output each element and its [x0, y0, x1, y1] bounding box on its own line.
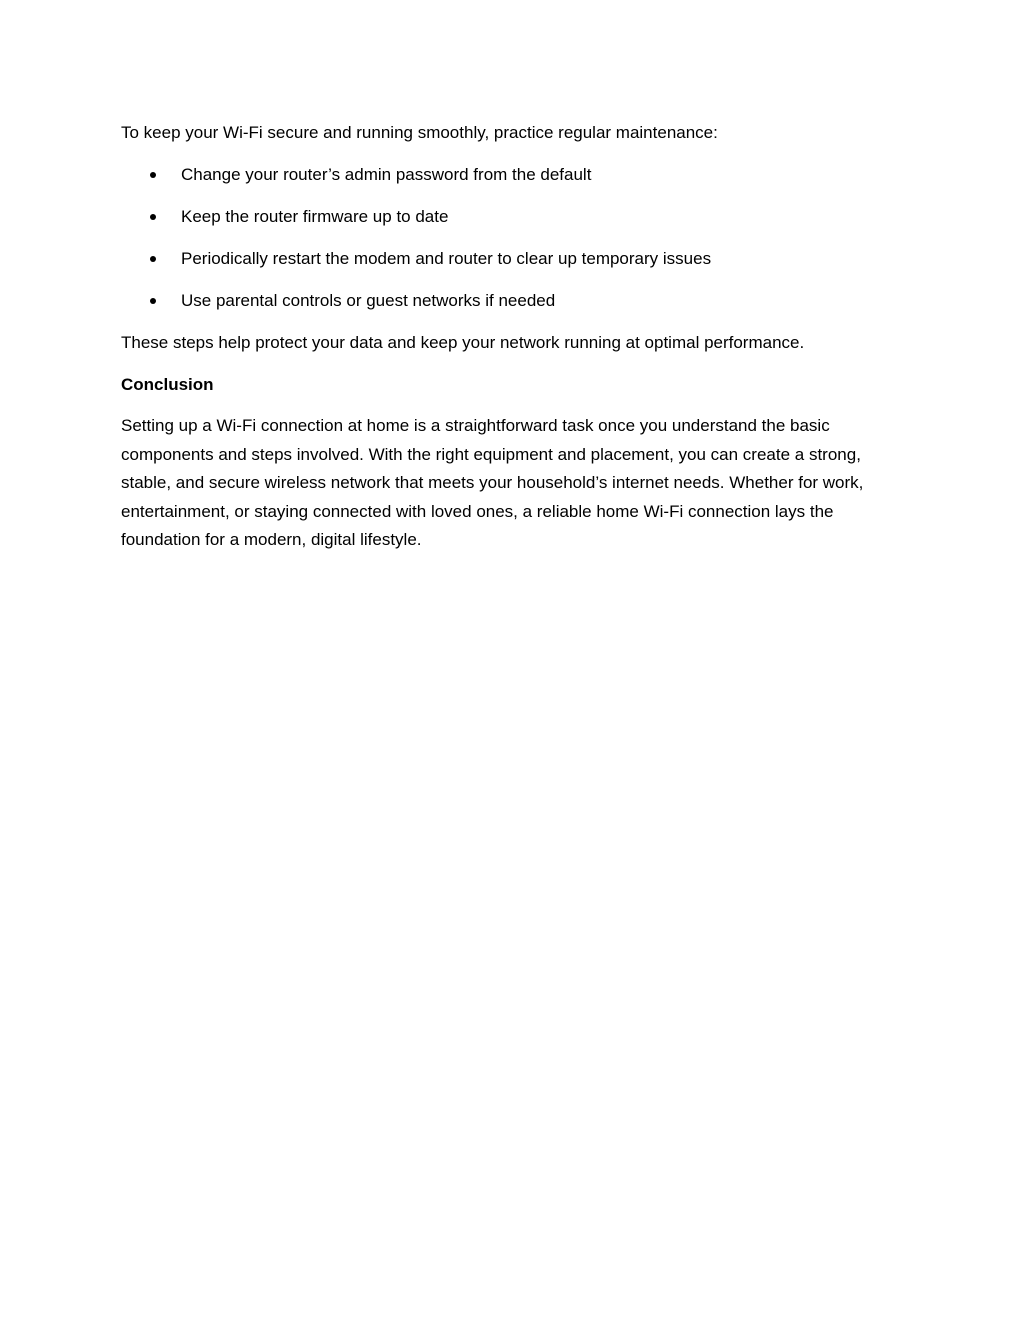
list-item [121, 244, 911, 273]
summary-paragraph: These steps help protect your data and keep your network running at optimal performance. [121, 333, 805, 352]
bullet-icon [150, 172, 156, 178]
section-heading: Conclusion [121, 375, 214, 394]
list-item [121, 202, 911, 231]
list-item-text: Use parental controls or guest networks if needed [181, 291, 556, 310]
intro-paragraph: To keep your Wi-Fi secure and running smoothly, practice regular maintenance: [121, 123, 718, 142]
maintenance-list [121, 160, 911, 315]
document-page [121, 118, 911, 555]
list-item-text: Periodically restart the modem and router to clear up temporary issues [181, 249, 712, 268]
list-item-text: Change your router’s admin password from the default [181, 165, 592, 184]
list-item [121, 160, 911, 189]
bullet-icon [150, 298, 156, 304]
conclusion-paragraph: Setting up a Wi-Fi connection at home is a straightforward task once you understand the basic components and steps involved. With the right equipment and placement, you can create a strong, stable, and secure wireless network that meets your household’s internet needs. Whether for work, entertainment, or staying connected with loved ones, a reliable home Wi-Fi connection lays the foundation for a modern, digital lifestyle. [121, 416, 864, 550]
bullet-icon [150, 256, 156, 262]
bullet-icon [150, 214, 156, 220]
list-item-text: Keep the router firmware up to date [181, 207, 449, 226]
list-item [121, 286, 911, 315]
